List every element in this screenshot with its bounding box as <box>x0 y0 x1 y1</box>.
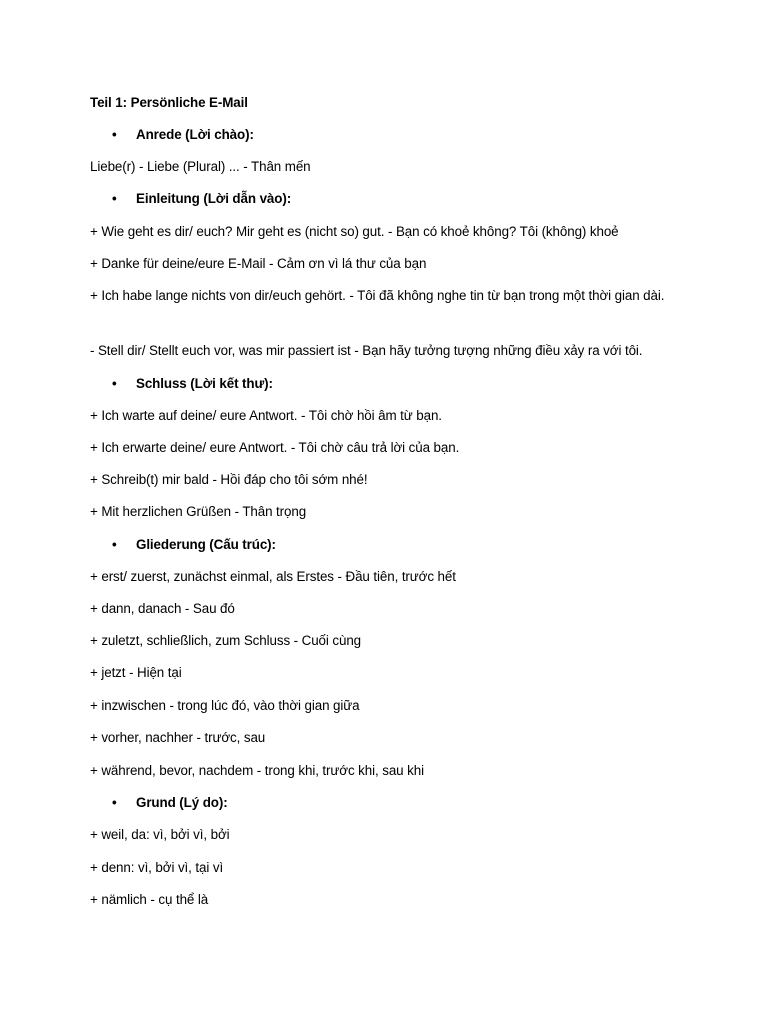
heading-text: Schluss (Lời kết thư): <box>136 376 273 391</box>
heading-text: Anrede (Lời chào): <box>136 127 254 142</box>
document-title: Teil 1: Persönliche E-Mail <box>90 95 248 110</box>
text-line: + vorher, nachher - trước, sau <box>90 730 266 745</box>
text-line: + dann, danach - Sau đó <box>90 601 235 616</box>
heading-text: Einleitung (Lời dẫn vào): <box>136 191 292 206</box>
text-line: - Stell dir/ Stellt euch vor, was mir passiert ist - Bạn hãy tưởng tượng những điều xảy ra với tôi. <box>90 343 643 358</box>
text-line: + Wie geht es dir/ euch? Mir geht es (nicht so) gut. - Bạn có khoẻ không? Tôi (không) khoẻ <box>90 224 619 239</box>
heading-text: Grund (Lý do): <box>136 795 228 810</box>
bullet-icon: • <box>112 795 117 810</box>
section-heading-anrede <box>112 124 712 146</box>
section-heading-gliederung <box>112 534 712 556</box>
text-line: + inzwischen - trong lúc đó, vào thời gian giữa <box>90 698 360 713</box>
text-line: + weil, da: vì, bởi vì, bởi <box>90 827 230 842</box>
text-line: + Ich erwarte deine/ eure Antwort. - Tôi chờ câu trả lời của bạn. <box>90 440 460 455</box>
text-line: + denn: vì, bởi vì, tại vì <box>90 860 224 875</box>
text-line: + Ich warte auf deine/ eure Antwort. - Tôi chờ hồi âm từ bạn. <box>90 408 442 423</box>
text-line: + zuletzt, schließlich, zum Schluss - Cuối cùng <box>90 633 362 648</box>
text-line: + Danke für deine/eure E-Mail - Cảm ơn vì lá thư của bạn <box>90 256 427 271</box>
text-line: + Ich habe lange nichts von dir/euch gehört. - Tôi đã không nghe tin từ bạn trong một thời gian dài. <box>90 288 665 303</box>
text-line: + während, bevor, nachdem - trong khi, trước khi, sau khi <box>90 763 424 778</box>
text-line: + erst/ zuerst, zunächst einmal, als Erstes - Đầu tiên, trước hết <box>90 569 456 584</box>
text-line: + nämlich - cụ thể là <box>90 892 209 907</box>
section-heading-grund <box>112 792 712 814</box>
bullet-icon: • <box>112 127 117 142</box>
text-line: + jetzt - Hiện tại <box>90 665 182 680</box>
bullet-icon: • <box>112 191 117 206</box>
bullet-icon: • <box>112 537 117 552</box>
text-line: + Schreib(t) mir bald - Hồi đáp cho tôi sớm nhé! <box>90 472 368 487</box>
section-heading-einleitung <box>112 188 712 210</box>
section-heading-schluss <box>112 373 712 395</box>
heading-text: Gliederung (Cấu trúc): <box>136 537 276 552</box>
text-line: Liebe(r) - Liebe (Plural) ... - Thân mến <box>90 159 311 174</box>
bullet-icon: • <box>112 376 117 391</box>
text-line: + Mit herzlichen Grüßen - Thân trọng <box>90 504 307 519</box>
